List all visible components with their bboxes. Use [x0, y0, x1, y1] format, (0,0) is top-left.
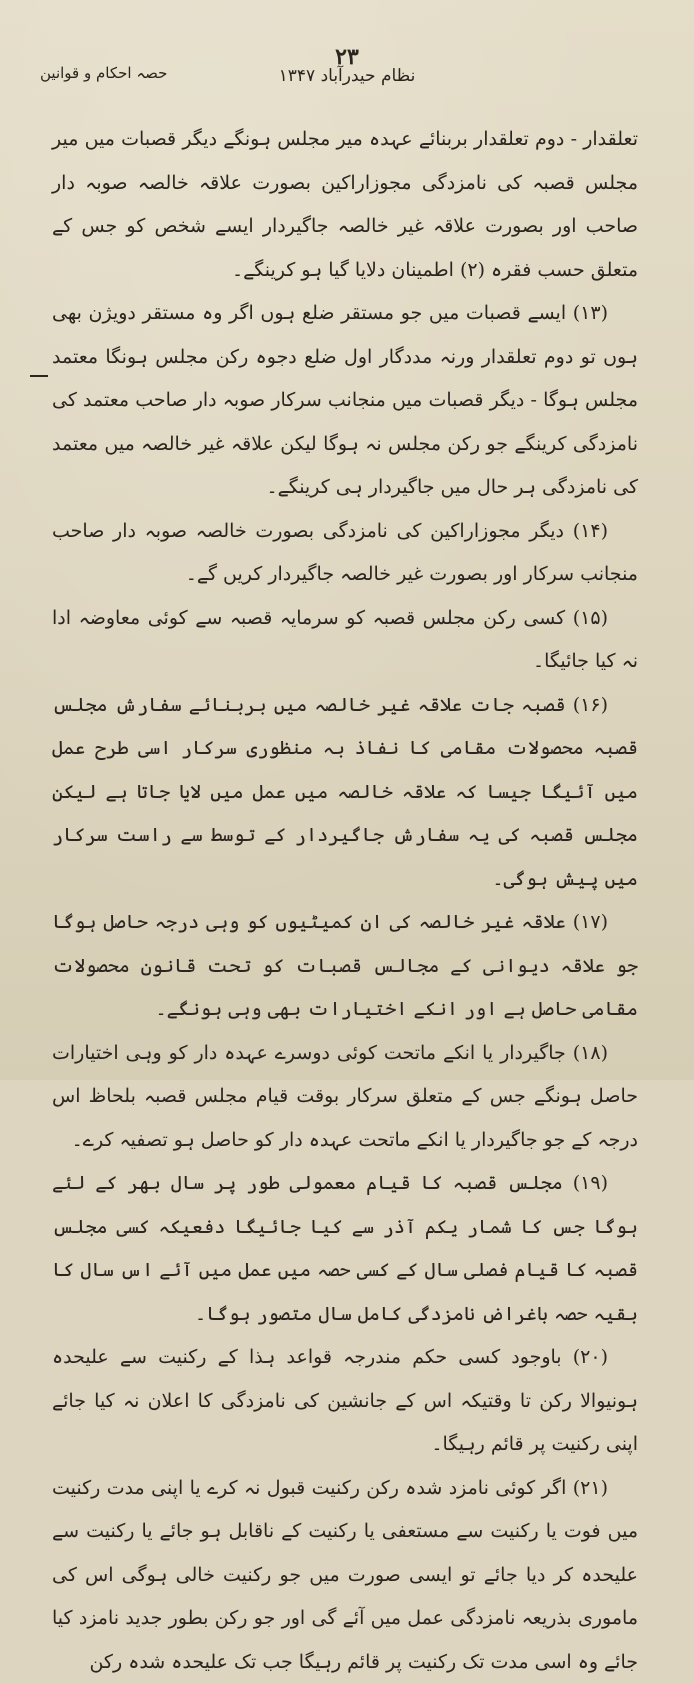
paragraph-16: (۱۶) قصبہ جات علاقہ غیر خالصہ میں بربنائے سفارش مجلس قصبہ محصولات مقامی کا نفاذ بہ منظوری سرکار اسی طرح عمل میں آئیگا جیسا کہ علاقہ خالصہ میں عمل میں لایا جاتا ہے لیکن مجلس قصبہ کی یہ سفارش جاگیردار کے توسط سے راست سرکار میں پیش ہوگی۔	[52, 684, 638, 902]
paragraph-21: (۲۱) اگر کوئی نامزد شدہ رکن رکنیت قبول نہ کرے یا اپنی مدت رکنیت میں فوت یا رکنیت سے مستعفی یا رکنیت کے ناقابل ہو جائے یا رکنیت سے علیحدہ کر دیا جائے تو ایسی صورت میں جو رکنیت خالی ہوگی اس کی ماموری بذریعہ نامزدگی عمل میں آئے گی اور جو رکن بطور جدید نامزد کیا جائے وہ اسی مدت تک رکنیت پر قائم رہیگا جب تک علیحدہ شدہ رکن	[52, 1467, 638, 1684]
paragraph-15: (۱۵) کسی رکن مجلس قصبہ کو سرمایہ قصبہ سے کوئی معاوضہ ادا نہ کیا جائیگا۔	[52, 597, 638, 684]
paragraph-continuation: تعلقدار - دوم تعلقدار بربنائے عہدہ میر مجلس ہونگے دیگر قصبات میں میر مجلس قصبہ کی نامزدگی مجوزاراکین بصورت علاقہ خالصہ صوبہ دار صاحب اور بصورت علاقہ غیر خالصہ جاگیردار ایسے شخص کو جس کے متعلق حسب فقرہ (۲) اطمینان دلایا گیا ہو کرینگے۔	[52, 118, 638, 292]
header-title: ۱۳۴۷ نظام حیدرآباد	[40, 66, 654, 86]
margin-dash-mark	[30, 375, 48, 377]
page-number: ۲۳	[40, 44, 654, 70]
body-text	[52, 118, 638, 1684]
paragraph-20: (۲۰) باوجود کسی حکم مندرجہ قواعد ہذا کے رکنیت سے علیحدہ ہونیوالا رکن تا وقتیکہ اس کے جانشین کی نامزدگی کا اعلان نہ کیا جائے اپنی رکنیت پر قائم رہیگا۔	[52, 1336, 638, 1467]
paragraph-14: (۱۴) دیگر مجوزاراکین کی نامزدگی بصورت خالصہ صوبہ دار صاحب منجانب سرکار اور بصورت غیر خالصہ جاگیردار کریں گے۔	[52, 510, 638, 597]
paragraph-17: (۱۷) علاقہ غیر خالصہ کی ان کمیٹیوں کو وہی درجہ حاصل ہوگا جو علاقہ دیوانی کے مجالس قصبات کو تحت قانون محصولات مقامی حاصل ہے اور انکے اختیارات بھی وہی ہونگے۔	[52, 901, 638, 1032]
header-section-label: حصہ احکام و قوانین	[40, 64, 167, 82]
paragraph-19: (۱۹) مجلس قصبہ کا قیام معمولی طور پر سال بھر کے لئے ہوگا جس کا شمار یکم آذر سے کیا جائیگا دفعیکہ کسی مجلس قصبہ کا قیام فصلی سال کے کسی حصہ میں عمل میں آئے اس سال کا بقیہ حصہ باغراض نامزدگی کامل سال متصور ہوگا۔	[52, 1162, 638, 1336]
paragraph-13: (۱۳) ایسے قصبات میں جو مستقر ضلع ہوں اگر وہ مستقر دویژن بھی ہوں تو دوم تعلقدار ورنہ مددگار اول ضلع دجوہ رکن مجلس ہونگا معتمد مجلس ہوگا - دیگر قصبات میں منجانب سرکار صوبہ دار صاحب معتمد کی نامزدگی کرینگے جو رکن مجلس نہ ہوگا لیکن علاقہ غیر خالصہ میں معتمد کی نامزدگی ہر حال میں جاگیردار ہی کرینگے۔	[52, 292, 638, 510]
paragraph-18: (۱۸) جاگیردار یا انکے ماتحت کوئی دوسرے عہدہ دار کو وہی اختیارات حاصل ہونگے جس کے متعلق سرکار بوقت قیام مجلس قصبہ بلحاظ اس درجہ کے جو جاگیردار یا انکے ماتحت عہدہ دار کو حاصل ہو تصفیہ کرے۔	[52, 1032, 638, 1163]
page-header	[40, 44, 654, 94]
